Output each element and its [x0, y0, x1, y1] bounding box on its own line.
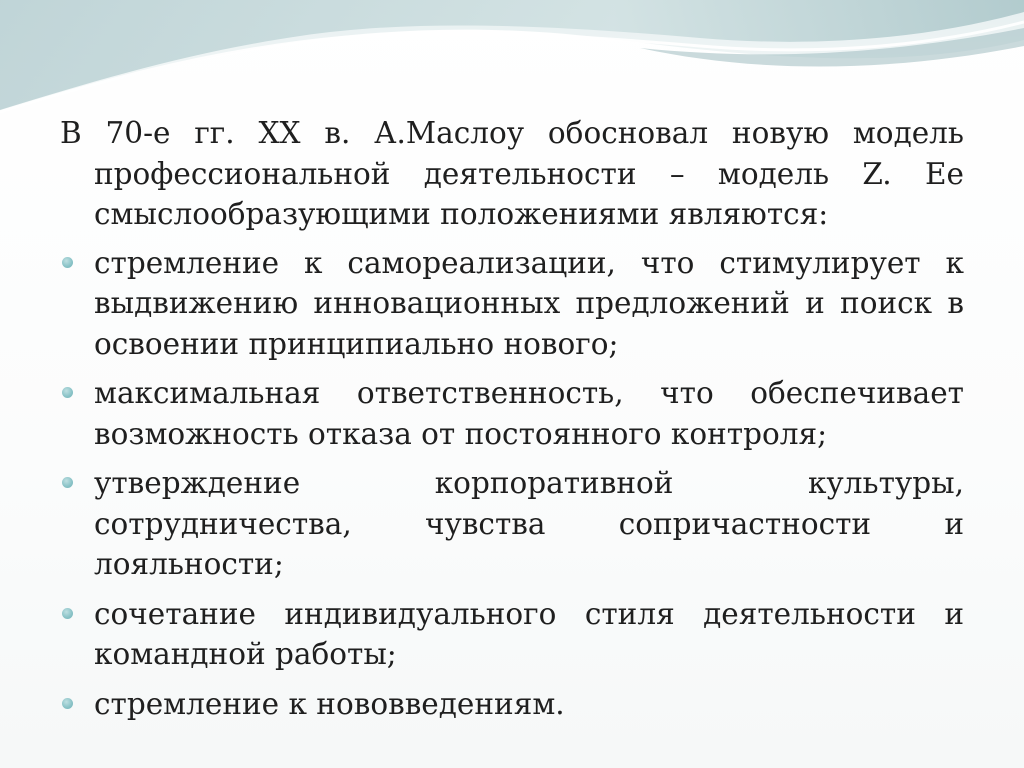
list-item-text: максимальная ответственность, что обеспечивает возможность отказа от постоянного контроля; — [94, 376, 964, 451]
list-item-text: утверждение корпоративной культуры, сотрудничества, чувства сопричастности и лояльности; — [94, 466, 964, 581]
intro-paragraph: В 70-е гг. XX в. А.Маслоу обосновал новую модель профессиональной деятельности – модель Z. Ее смыслообразующими положениями являются: — [60, 116, 964, 231]
bullet-icon — [62, 608, 73, 619]
slide-body — [60, 113, 964, 733]
bullet-icon — [62, 698, 73, 709]
list-item — [60, 463, 964, 585]
list-item-text: сочетание индивидуального стиля деятельности и командной работы; — [94, 596, 964, 671]
decorative-wave-header — [0, 0, 1024, 130]
bullet-list — [60, 243, 964, 725]
list-item-text: стремление к самореализации, что стимулирует к выдвижению инновационных предложений и поиск в освоении принципиально нового; — [94, 245, 964, 361]
list-item — [60, 684, 964, 725]
list-item — [60, 243, 964, 365]
bullet-icon — [62, 257, 73, 268]
list-item — [60, 594, 964, 675]
bullet-icon — [62, 477, 73, 488]
list-item — [60, 373, 964, 454]
list-item-text: стремление к нововведениям. — [94, 686, 565, 721]
bullet-icon — [62, 387, 73, 398]
